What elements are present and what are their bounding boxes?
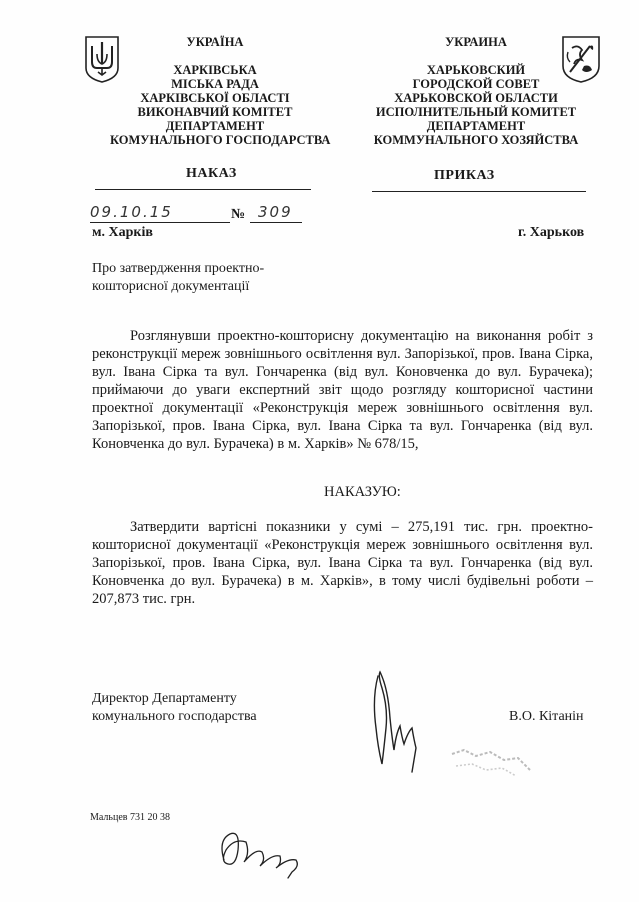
header-left-line: ХАРКІВСЬКОЇ ОБЛАСТІ: [140, 91, 290, 105]
header-right-line: ДЕПАРТАМЕНТ: [426, 119, 526, 133]
header-right: [365, 35, 587, 147]
executor-note: Мальцев 731 20 38: [90, 812, 170, 823]
header-left-country: УКРАЇНА: [186, 35, 244, 49]
divider: [95, 189, 311, 190]
executor-signature: [210, 820, 320, 880]
doc-type-right: ПРИКАЗ: [434, 168, 495, 183]
header-left-line: КОМУНАЛЬНОГО ГОСПОДАРСТВА: [110, 133, 331, 147]
header-right-line: КОММУНАЛЬНОГО ХОЗЯЙСТВА: [373, 133, 579, 147]
header-left-line: ХАРКІВСЬКА: [173, 63, 257, 77]
date-underline: [90, 222, 230, 223]
header-right-line: ХАРЬКОВСКИЙ: [426, 63, 526, 77]
divider: [372, 191, 586, 192]
doc-number: 309: [258, 203, 293, 221]
header-right-country: УКРАИНА: [445, 35, 507, 49]
city-uk: м. Харків: [92, 225, 153, 240]
signatory-position: [92, 690, 257, 726]
header-left: [110, 35, 331, 147]
subject-line: Про затвердження проектно-: [92, 261, 265, 276]
doc-number-label: №: [231, 207, 246, 222]
header-left-line: ВИКОНАВЧИЙ КОМІТЕТ: [137, 105, 293, 119]
header-left-line: ДЕПАРТАМЕНТ: [165, 119, 265, 133]
director-signature: [368, 668, 428, 778]
doc-date: 09.10.15: [90, 203, 173, 221]
number-underline: [250, 222, 302, 223]
header-right-line: ХАРЬКОВСКОЙ ОБЛАСТИ: [394, 91, 558, 105]
subject-line: кошторисної документації: [92, 279, 250, 294]
body-paragraph: Затвердити вартісні показники у сумі – 275,191 тис. грн. проектно-кошторисної документації «Реконструкція мереж зовнішнього освітлення вул. Запорізької, пров. Івана Сірка, вул. Івана Сірка та вул. Гончаренка (від вул. Коновченка до вул. Бурачека) в м. Харків», в тому числі будівельні роботи – 207,873 тис. грн.: [92, 519, 593, 607]
subject: [92, 260, 352, 296]
position-line: Директор Департаменту: [92, 691, 237, 706]
position-line: комунального господарства: [92, 709, 257, 724]
header-right-line: ГОРОДСКОЙ СОВЕТ: [412, 77, 540, 91]
signatory-name: В.О. Кітанін: [509, 709, 584, 724]
body-paragraph: Розглянувши проектно-кошторисну документацію на виконання робіт з реконструкції мереж зовнішнього освітлення вул. Запорізької, пров. Івана Сірка, вул. Івана Сірка та вул. Гончаренка (від вул. Коновченка до вул. Бурачека); приймаючи до уваги експертний звіт щодо розгляду кошторисної частини проектної документації «Реконструкція мереж зовнішнього освітлення вул. Запорізької, пров. Івана Сірка, вул. Івана Сірка та вул. Гончаренка (від вул. Коновченка до вул. Бурачека) в м. Харків» № 678/15,: [92, 328, 593, 452]
header-right-line: ИСПОЛНИТЕЛЬНЫЙ КОМИТЕТ: [375, 105, 577, 119]
order-word: НАКАЗУЮ:: [324, 484, 401, 500]
city-ru: г. Харьков: [518, 225, 585, 240]
doc-type-left: НАКАЗ: [186, 166, 237, 181]
header-left-line: МІСЬКА РАДА: [171, 77, 259, 91]
faint-stamp: [446, 744, 536, 784]
